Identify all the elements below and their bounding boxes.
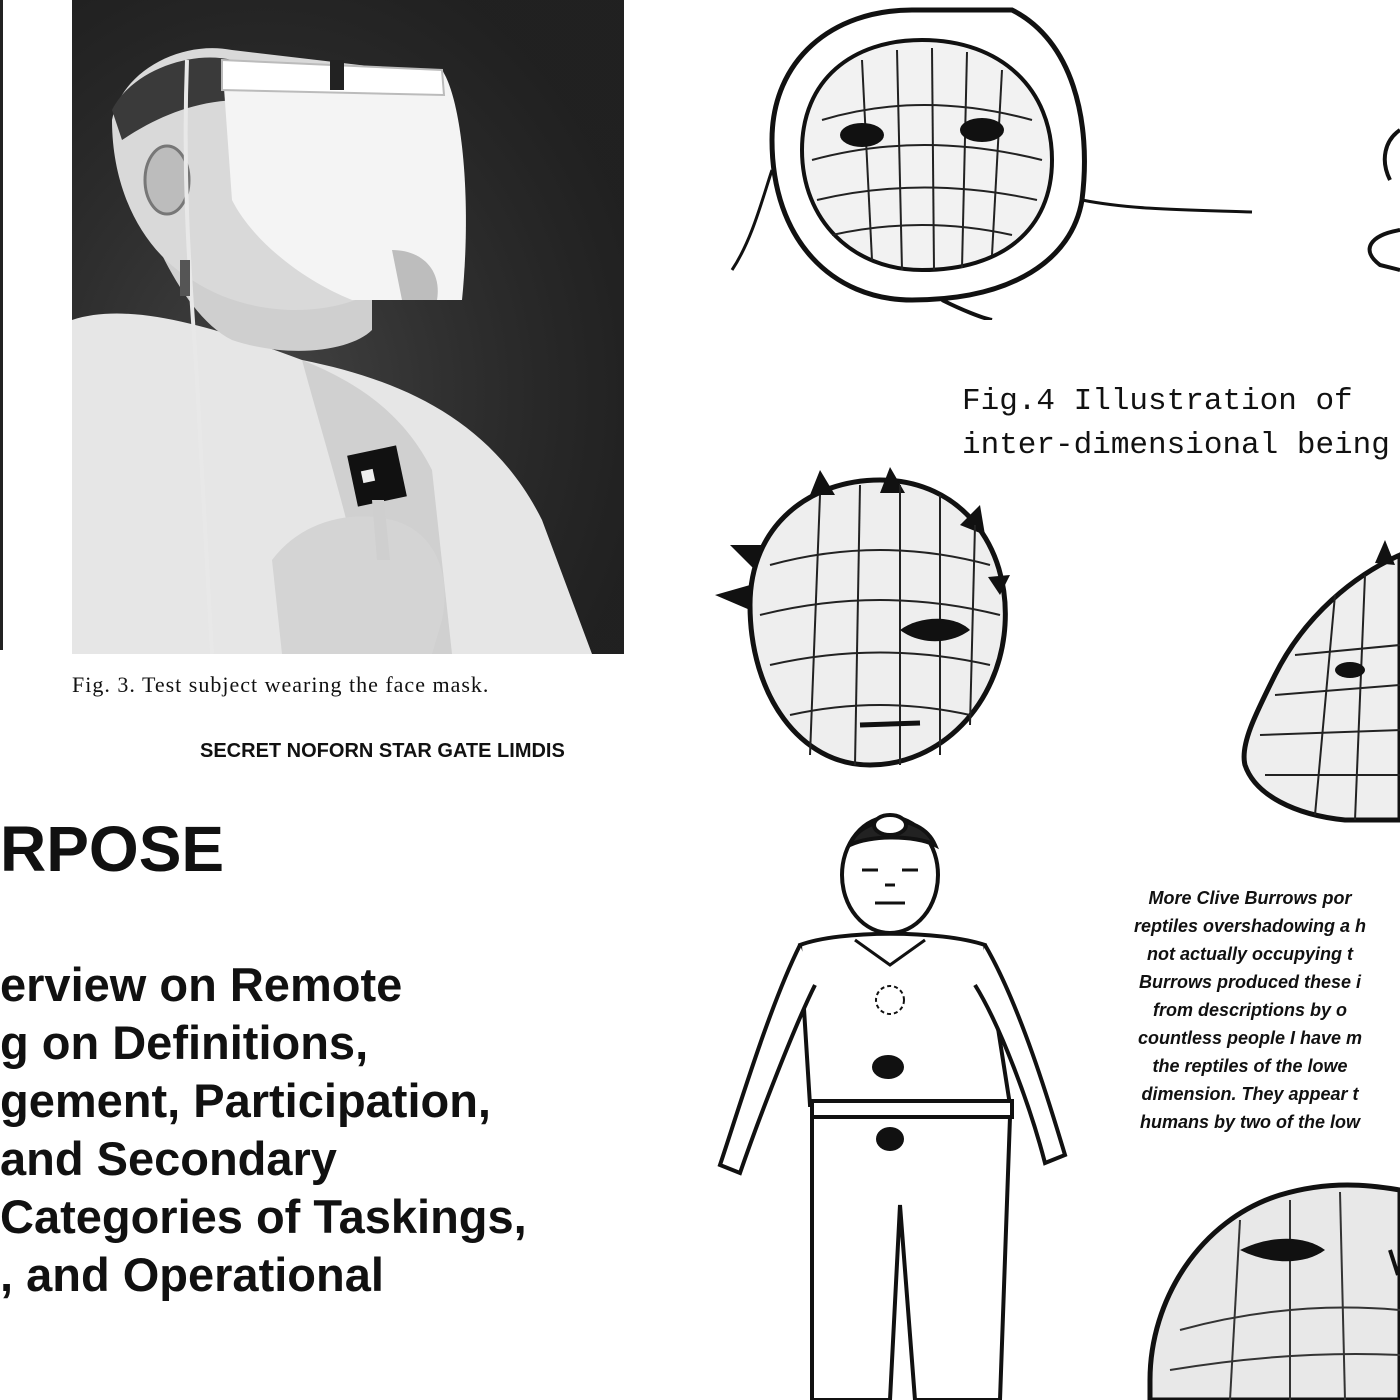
burrows-caption-line: not actually occupying t	[1146, 944, 1354, 964]
human-figure-illustration	[700, 805, 1080, 1400]
purpose-line: , and Operational	[0, 1248, 384, 1301]
purpose-line: gement, Participation,	[0, 1074, 491, 1127]
burrows-caption-line: More Clive Burrows por	[1148, 888, 1352, 908]
purpose-heading: RPOSE	[0, 813, 225, 885]
burrows-caption-line: Burrows produced these i	[1138, 972, 1362, 992]
purpose-line: g on Definitions,	[0, 1016, 369, 1069]
purpose-line: erview on Remote	[0, 958, 403, 1011]
burrows-caption-line: the reptiles of the lowe	[1152, 1056, 1348, 1076]
hooded-reptile-illustration	[712, 0, 1272, 320]
test-subject-photo	[72, 0, 624, 654]
purpose-line: and Secondary	[0, 1132, 337, 1185]
fig4-caption	[962, 380, 1400, 468]
fig4-caption-line: Fig.4 Illustration of	[962, 384, 1353, 419]
spiked-reptile-head-illustration	[710, 465, 1020, 775]
test-subject-photo-drawing	[72, 0, 624, 654]
reptile-head-bottom-illustration	[1140, 1180, 1400, 1400]
burrows-caption-line: from descriptions by o	[1152, 1000, 1348, 1020]
reptile-profile-illustration	[1235, 535, 1400, 825]
purpose-line: Categories of Taskings,	[0, 1190, 527, 1243]
fig3-caption: Fig. 3. Test subject wearing the face mask.	[72, 672, 490, 697]
page-edge-rule	[0, 0, 3, 650]
partial-figure-illustration	[1350, 120, 1400, 280]
burrows-caption-line: dimension. They appear t	[1141, 1084, 1359, 1104]
burrows-caption	[1100, 884, 1400, 1136]
purpose-text-block	[0, 956, 660, 1304]
burrows-caption-line: countless people I have m	[1137, 1028, 1363, 1048]
classification-marking: SECRET NOFORN STAR GATE LIMDIS	[200, 740, 565, 762]
burrows-caption-line: humans by two of the low	[1140, 1112, 1360, 1132]
burrows-caption-line: reptiles overshadowing a h	[1133, 916, 1367, 936]
fig4-caption-line: inter-dimensional being	[962, 428, 1390, 463]
